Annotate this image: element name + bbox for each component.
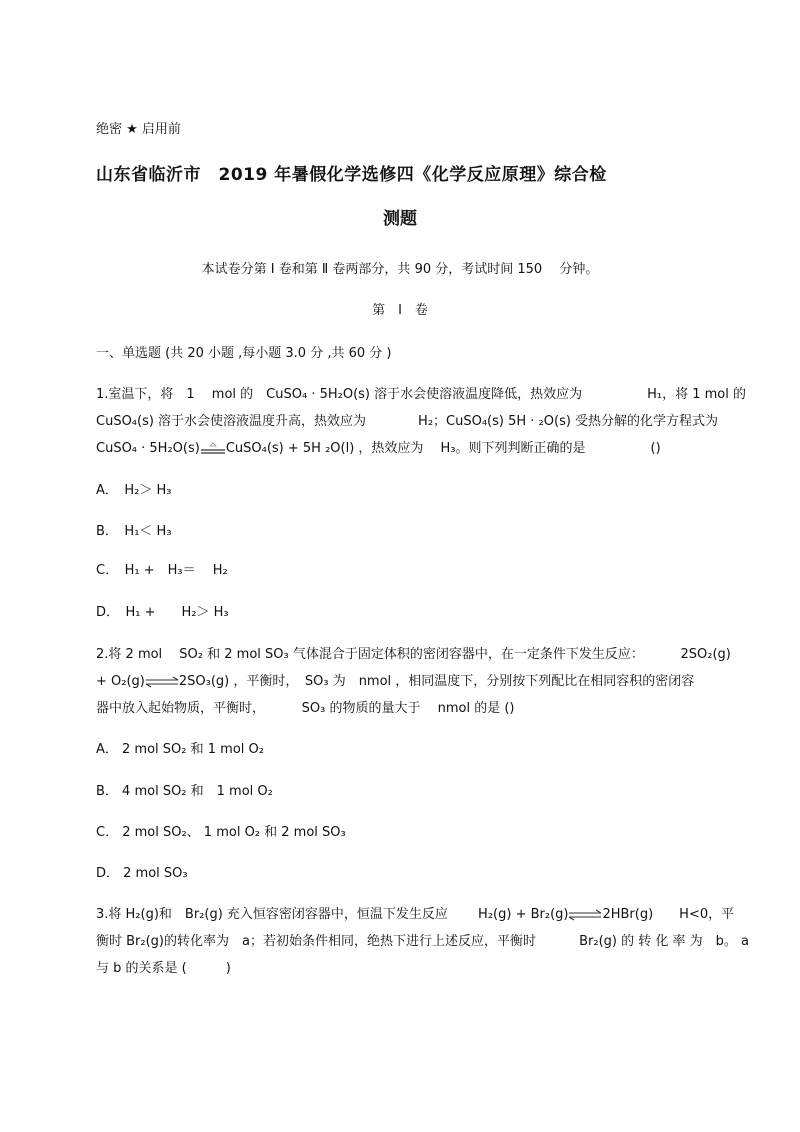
q1-option-d: D． H₁ + H₂＞ H₃ <box>96 605 229 620</box>
question-1-line3 <box>96 440 661 458</box>
q1-option-c: C． H₁ + H₃＝ H₂ <box>96 563 228 578</box>
q2-reactant: + O₂(g) <box>96 674 145 689</box>
q2-product: 2SO₃(g) ，平衡时， SO₃ 为 nmol ，相同温度下，分别按下列配比在相同容积的密闭容 <box>178 674 695 689</box>
question-2-line2 <box>96 673 694 691</box>
q1-product: CuSO₄(s) + 5H ₂O(l) ，热效应为 H₃。则下列判断正确的是 () <box>225 441 661 456</box>
question-2-line1: 2.将 2 mol SO₂ 和 2 mol SO₃ 气体混合于固定体积的密闭容器中，在一定条件下发生反应： 2SO₂(g) <box>96 647 731 662</box>
heating-arrow-icon <box>200 442 226 456</box>
question-1-line1: 1.室温下，将 1 mol 的 CuSO₄ · 5H₂O(s) 溶于水会使溶液温度降低，热效应为 H₁，将 1 mol 的 <box>96 387 747 402</box>
reversible-arrow-icon <box>145 676 179 688</box>
q2-option-b: B． 4 mol SO₂ 和 1 mol O₂ <box>96 784 273 799</box>
exam-instructions: 本试卷分第 Ⅰ 卷和第 Ⅱ 卷两部分，共 90 分，考试时间 150 分钟。 <box>201 262 599 277</box>
q3-product: 2HBr(g) H<0，平 <box>602 907 735 922</box>
q1-option-a: A． H₂＞ H₃ <box>96 483 172 498</box>
q2-option-d: D． 2 mol SO₃ <box>96 866 188 881</box>
volume-heading: 第 Ⅰ 卷 <box>372 303 428 318</box>
q2-option-a: A． 2 mol SO₂ 和 1 mol O₂ <box>96 742 264 757</box>
question-3-line1 <box>96 906 734 924</box>
secret-label: 绝密 ★ 启用前 <box>96 122 181 137</box>
section-heading: 一、单选题 (共 20 小题 ,每小题 3.0 分 ,共 60 分 ) <box>96 346 392 361</box>
question-1-line2: CuSO₄(s) 溶于水会使溶液温度升高，热效应为 H₂；CuSO₄(s) 5H · ₂O(s) 受热分解的化学方程式为 <box>96 414 719 429</box>
exam-title-line2: 测题 <box>383 209 417 229</box>
question-3-line3: 与 b 的关系是 ( ) <box>96 961 231 976</box>
reversible-arrow-icon <box>568 909 602 921</box>
question-2-line3: 器中放入起始物质，平衡时， SO₃ 的物质的量大于 nmol 的是 () <box>96 701 515 716</box>
q3-reactant: 3.将 H₂(g)和 Br₂(g) 充入恒容密闭容器中，恒温下发生反应 H₂(g) + Br₂(g) <box>96 907 569 922</box>
exam-title-line1: 山东省临沂市 2019 年暑假化学选修四《化学反应原理》综合检 <box>96 165 607 185</box>
q1-reactant: CuSO₄ · 5H₂O(s) <box>96 441 200 456</box>
q1-option-b: B． H₁＜ H₃ <box>96 524 172 539</box>
q2-option-c: C． 2 mol SO₂、 1 mol O₂ 和 2 mol SO₃ <box>96 825 346 840</box>
question-3-line2: 衡时 Br₂(g)的转化率为 a；若初始条件相同，绝热下进行上述反应，平衡时 Br₂(g) 的 转 化 率 为 b。 a <box>96 934 749 949</box>
